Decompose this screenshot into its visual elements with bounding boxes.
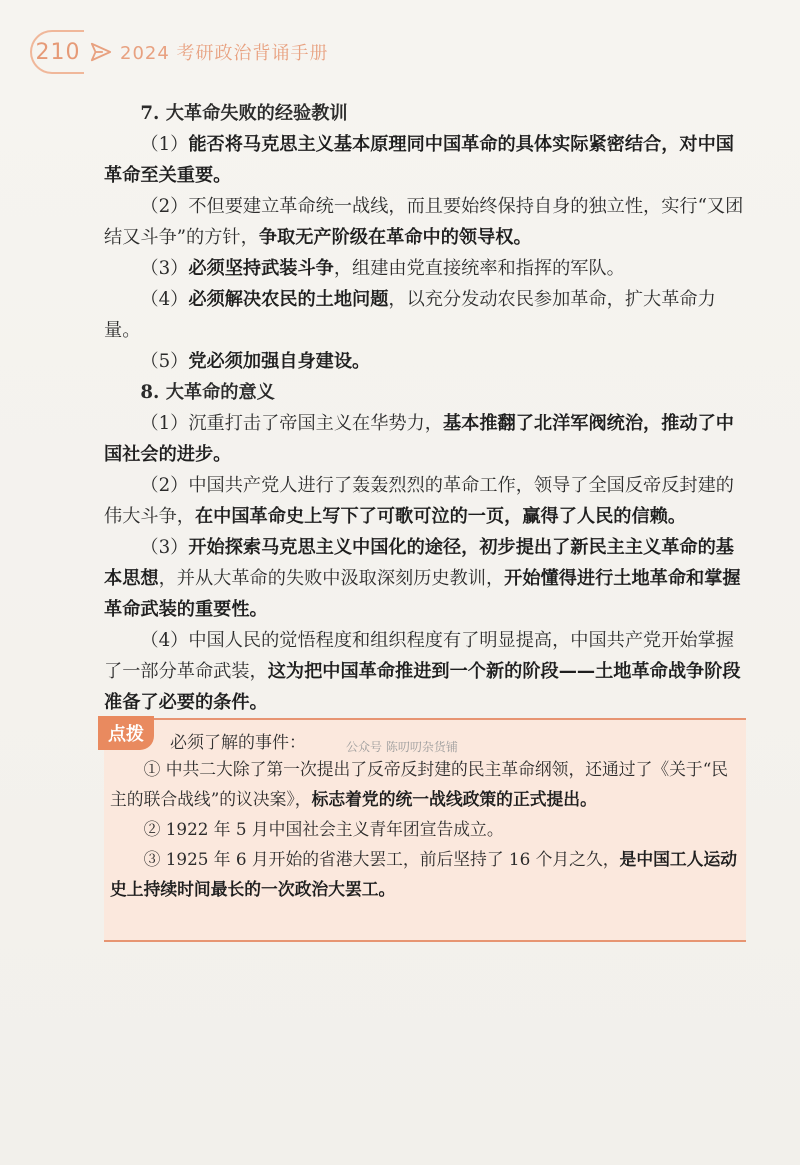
tips-body [110, 754, 740, 904]
book-title: 2024 考研政治背诵手册 [120, 43, 329, 64]
list-item: （4）中国人民的觉悟程度和组织程度有了明显提高，中国共产党开始掌握了一部分革命武装，这为把中国革命推进到一个新的阶段——土地革命战争阶段准备了必要的条件。 [104, 630, 741, 713]
page-number: 210 [30, 30, 84, 74]
tips-bottom-rule [104, 940, 746, 942]
tips-item: ① 中共二大除了第一次提出了反帝反封建的民主革命纲领，还通过了《关于“民主的联合战线”的议决案》，标志着党的统一战线政策的正式提出。 [110, 759, 729, 809]
list-item: （2）不但要建立革命统一战线，而且要始终保持自身的独立性，实行“又团结又斗争”的方针，争取无产阶级在革命中的领导权。 [104, 196, 744, 248]
list-item: （3）开始探索马克思主义中国化的途径，初步提出了新民主主义革命的基本思想，并从大革命的失败中汲取深刻历史教训，开始懂得进行土地革命和掌握革命武装的重要性。 [104, 537, 741, 620]
watermark-text: 公众号 陈叨叨杂货铺 [346, 740, 458, 754]
list-item: （5）党必须加强自身建设。 [140, 351, 371, 372]
list-item: （3）必须坚持武装斗争，组建由党直接统率和指挥的军队。 [140, 258, 625, 279]
tips-heading: 必须了解的事件： [170, 733, 306, 753]
page-header [30, 32, 329, 72]
list-item: （1）能否将马克思主义基本原理同中国革命的具体实际紧密结合，对中国革命至关重要。 [104, 134, 734, 186]
tips-item: ③ 1925 年 6 月开始的省港大罢工，前后坚持了 16 个月之久，是中国工人运动史上持续时间最长的一次政治大罢工。 [110, 849, 738, 899]
tips-top-rule [104, 718, 746, 720]
tips-box [104, 718, 746, 942]
section-title-8: 8. 大革命的意义 [140, 382, 275, 403]
tips-badge: 点拨 [98, 716, 154, 750]
main-content [104, 98, 746, 718]
paper-plane-icon [90, 41, 112, 63]
section-title-7: 7. 大革命失败的经验教训 [140, 103, 348, 124]
list-item: （2）中国共产党人进行了轰轰烈烈的革命工作，领导了全国反帝反封建的伟大斗争，在中国革命史上写下了可歌可泣的一页，赢得了人民的信赖。 [104, 475, 734, 527]
list-item: （1）沉重打击了帝国主义在华势力，基本推翻了北洋军阀统治，推动了中国社会的进步。 [104, 413, 734, 465]
tips-item: ② 1922 年 5 月中国社会主义青年团宣告成立。 [143, 819, 504, 839]
list-item: （4）必须解决农民的土地问题，以充分发动农民参加革命，扩大革命力量。 [104, 289, 716, 341]
